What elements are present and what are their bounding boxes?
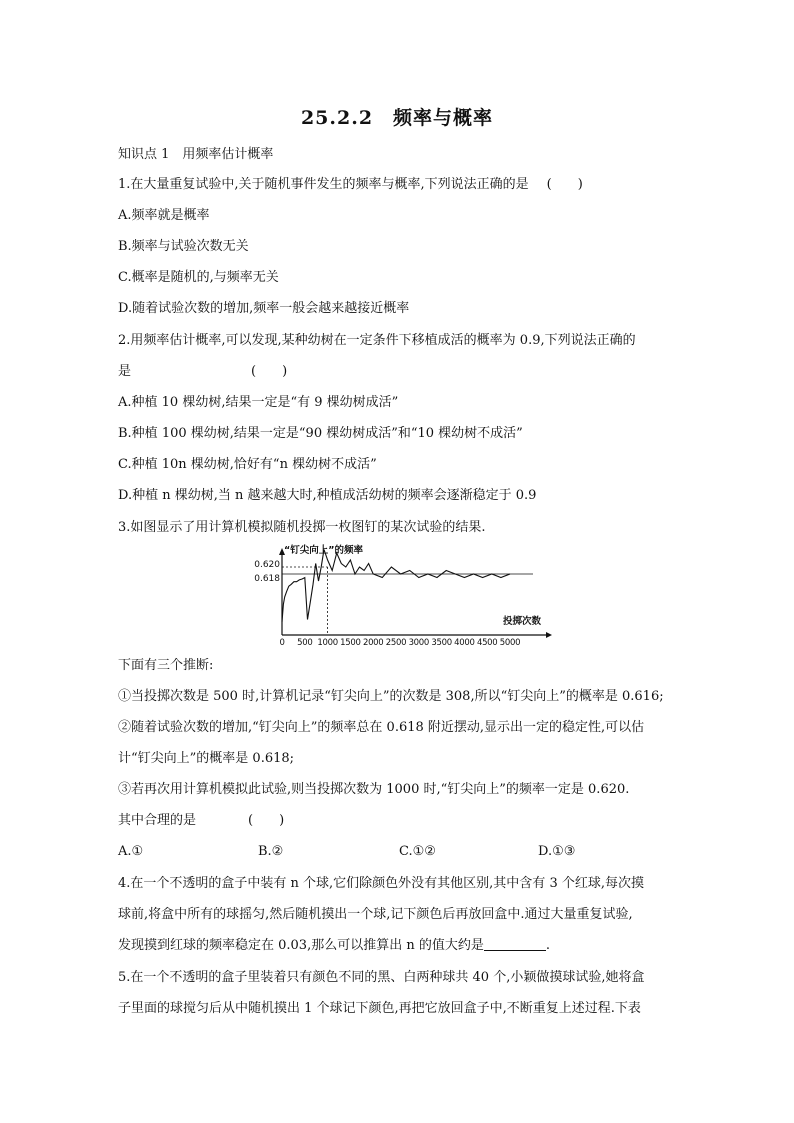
x-tick-label: 5000 <box>499 638 521 648</box>
x-tick-label: 1000 <box>317 638 338 648</box>
q3-answer-paren: ( ) <box>248 813 285 828</box>
q5-line1: 5.在一个不透明的盒子里装着只有颜色不同的黑、白两种球共 40 个,小颖做摸球试验,她将盒 <box>118 970 645 985</box>
q1-option-b: B.频率与试验次数无关 <box>118 239 249 254</box>
q4-line1: 4.在一个不透明的盒子中装有 n 个球,它们除颜色外没有其他区别,其中含有 3 个红球,每次摸 <box>118 876 644 891</box>
x-tick-label: 2500 <box>385 638 407 648</box>
q4-line2: 球前,将盒中所有的球摇匀,然后随机摸出一个球,记下颜色后再放回盒中.通过大量重复试验, <box>118 907 633 922</box>
x-tick-label: 3500 <box>431 638 452 648</box>
q3-stem: 3.如图显示了用计算机模拟随机投掷一枚图钉的某次试验的结果. <box>118 520 486 535</box>
q3-statement-2b: 计“钉尖向上”的概率是 0.618; <box>118 751 295 766</box>
q1-option-d: D.随着试验次数的增加,频率一般会越来越接近概率 <box>118 301 410 316</box>
q2-option-b: B.种植 100 棵幼树,结果一定是“90 棵幼树成活”和“10 棵幼树不成活” <box>118 426 523 441</box>
frequency-line-chart <box>254 545 553 648</box>
q4-answer-blank <box>484 936 546 951</box>
q3-ask-text: 其中合理的是 <box>118 813 197 828</box>
q3-statement-3: ③若再次用计算机模拟此试验,则当投掷次数为 1000 时,“钉尖向上”的频率一定是 0.620. <box>118 782 630 797</box>
q1-option-c: C.概率是随机的,与频率无关 <box>118 270 279 285</box>
x-axis-arrow-icon <box>546 632 552 638</box>
q3-option-c: C.①② <box>399 844 436 859</box>
x-tick-label: 1500 <box>340 638 361 648</box>
q4-line3: 发现摸到红球的频率稳定在 0.03,那么可以推算出 n 的值大约是 . <box>118 938 550 953</box>
q3-intro: 下面有三个推断: <box>118 658 214 673</box>
q3-statement-1: ①当投掷次数是 500 时,计算机记录“钉尖向上”的次数是 308,所以“钉尖向上”的概率是 0.616; <box>118 689 664 704</box>
x-tick-label: 4500 <box>476 638 498 648</box>
q2-option-c: C.种植 10n 棵幼树,恰好有“n 棵幼树不成活” <box>118 457 377 472</box>
q1-option-a: A.频率就是概率 <box>118 208 210 223</box>
y-axis-label: “钉尖向上”的频率 <box>284 545 363 556</box>
q2-stem-line1: 2.用频率估计概率,可以发现,某种幼树在一定条件下移植成活的概率为 0.9,下列说法正确的 <box>118 333 636 348</box>
q3-option-d: D.①③ <box>538 844 576 859</box>
q5-line2: 子里面的球搅匀后从中随机摸出 1 个球记下颜色,再把它放回盒子中,不断重复上述过程.下表 <box>118 1001 641 1016</box>
x-tick-label: 500 <box>297 638 313 648</box>
y-tick-label: 0.618 <box>254 574 280 584</box>
q2-stem-text: 是 <box>118 364 132 379</box>
q1-stem <box>118 175 678 195</box>
q3-option-b: B.② <box>258 844 284 859</box>
q1-stem-text: 1.在大量重复试验中,关于随机事件发生的频率与概率,下列说法正确的是 <box>118 177 529 192</box>
y-tick-label: 0.620 <box>254 560 280 570</box>
q4-line3-text: 发现摸到红球的频率稳定在 0.03,那么可以推算出 n 的值大约是 <box>118 938 484 953</box>
x-tick-label: 3000 <box>408 638 430 648</box>
frequency-series-line <box>282 550 510 623</box>
q2-option-a: A.种植 10 棵幼树,结果一定是“有 9 棵幼树成活” <box>118 395 399 410</box>
q3-option-a: A.① <box>118 844 144 859</box>
q3-statement-2a: ②随着试验次数的增加,“钉尖向上”的频率总在 0.618 附近摆动,显示出一定的稳定性,可以估 <box>118 720 645 735</box>
q2-stem-line2 <box>118 362 678 382</box>
x-axis-label: 投掷次数 <box>502 616 541 627</box>
page-title: 25.2.2 频率与概率 <box>300 107 494 129</box>
q1-answer-paren: ( ) <box>546 177 583 192</box>
x-tick-label: 0 <box>279 638 285 648</box>
q2-option-d: D.种植 n 棵幼树,当 n 越来越大时,种植成活幼树的频率会逐渐稳定于 0.9 <box>118 488 537 503</box>
q2-answer-paren: ( ) <box>251 364 288 379</box>
x-tick-label: 2000 <box>362 638 384 648</box>
section-heading: 知识点 1 用频率估计概率 <box>118 147 274 162</box>
x-tick-label: 4000 <box>454 638 475 648</box>
q3-ask <box>118 811 678 831</box>
